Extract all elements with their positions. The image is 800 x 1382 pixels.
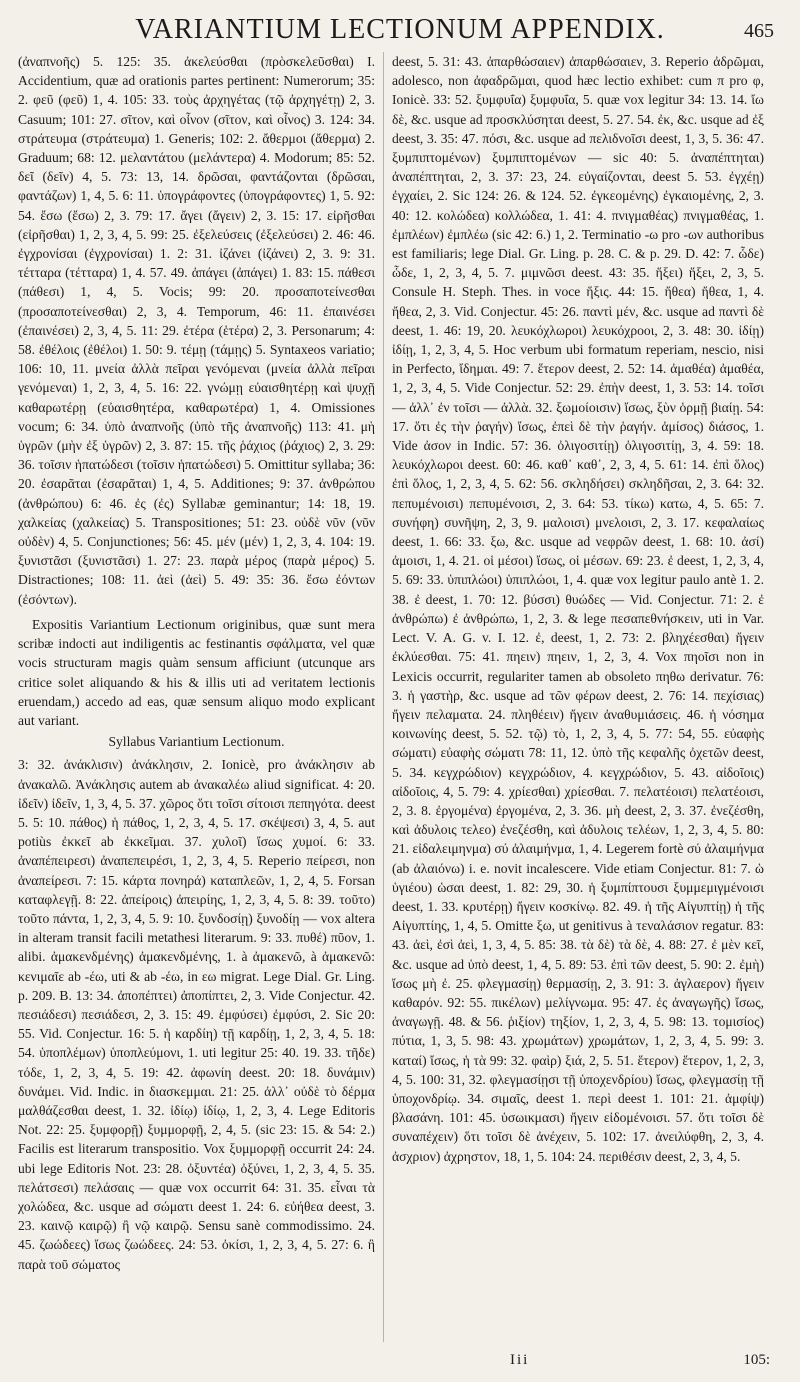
- syllabus-heading: Syllabus Variantium Lectionum.: [108, 734, 285, 750]
- syllabus-entries-left: 3: 32. ἀνάκλισιν) ἀνάκλησιν, 2. Ionicè, pro ἀνάκλησιν ab ἀνακαλῶ. Ἀνάκλησις autem ab ἀνακαλέω aliud significat. 4: 20. ἰδεῖν) ἰδεῖν, 1, 3, 4, 5. 37. χῶρος ὅτι τοῖσι σίτοισι πεπηγότα. deest 5. 5: 10. πάθος) ἡ πάθος, 1, 2, 3, 4, 5. 17. σκέψεσι) 3, 4, 5. aut potiùs ἐκκεῖ ab ἐκκεῖμαι. 37. χυλοῖ) ἴσως χυμοί. 6: 33. ἀναπέπειρεσι) ἀναπεπειρέσι, 1, 2, 3, 4, 5. Reperio πείρεσι, non ἀναπείρεσι. 7: 15. κάρτα πονηρά) καταπλεῶν, 1, 2, 4, 5. Forsan καταφλεγῇ. 8: 22. ἀπείροις) ἀπειρίης, 1, 2, 3, 4, 5. 8: 39. τοῦτο) τοῦτο πάντα, 1, 2, 3, 4, 5. 9: 10. ξυνδοσίῃ) ξυνοδίῃ — vox altera in alteram transit facili metathesi literarum. 9: 33. πυθέ) πῦον, 1. alibi. ἀμακενδμένης) ἀμακενδμένης, 1. à ἀμακενῶ, à ἀμακενῶ: κενιμαῖε ab -έω, uti & ab -έω, in εω migrat. Lege Dial. Gr. Ling. p. 209. B. 13: 34. ἀποπέπτει) ἀποπίπτει, 2, 3. Vide Conjectur. 42. πεσιάδεσι) πεσιάδεσι, 2, 3. 15: 49. ἐμφύσει) ἐμφύσι, 2. Sic 20: 55. Vid. Conjectur. 16: 5. ἡ καρδίη) τῇ καρδίῃ, 1, 2, 3, 4, 5. 18: 54. ὑποπλέμων) ὑποπλεύμονι, 1. uti legitur 25: 40. 19. 33. τῆδε) τόδε, 1, 2, 3, 4, 5. 19: 42. ἀφωνίη deest. 20: 18. δυνάμιν) δυνάμει. Vid. Indic. in διασκεμμαι. 21: 25. ἀλλ᾽ οὐδὲ τὸ δέρμα μαλθάζεσθαι deest, 1. 32. ἰδίῳ) ἰδίῳ, 1, 2, 3, 4. Lege Editoris Not. 22: 25. ξυμφορῇ) ξυμμορφῇ, 2, 4, 5. (sic 23: 15. & 54: 2.) Facilis est literarum transpositio. Vox ξυμμορφῇ occurrit 24: 24. ubi lege Editoris Not. 23: 28. ὀξυντέα) ὀξύνει, 1, 2, 3, 4, 5. 35. πελάτσεσι) πελάσαις — quæ vox occurrit 64: 31. 35. εἶναι τὰ χολώδεα, &c. usque ad σώματι deest 1. 24: 6. εὐήθεα deest, 3. 23. καινῷ καιρῷ) ἢ νῷ καιρῷ. Sensu sanè commodissimo. 24. 45. ζωώδεες) ἴσως ζωώδεες. 24: 53. ὀκίσι, 1, 2, 3, 4, 5. 27: 6. ἢ παρὰ τοῦ σώματος: [18, 757, 375, 1272]
- running-header: [0, 8, 800, 48]
- column-divider: [383, 52, 384, 1342]
- page-title: VARIANTIUM LECTIONUM APPENDIX.: [135, 14, 665, 45]
- catchword: 105:: [743, 1352, 770, 1368]
- expositis-paragraph: Expositis Variantium Lectionum originibus, quæ sunt mera scribæ indocti aut indiligentis ac festinantis σφάλματα, vel quæ vocis structuram magis quàm sensum afficiunt (utcunque ars critice solet aliquando & his & illis uti ad veritatem lectionis eruendam,) accedo ad eas, quæ sensum aliquo modo explicant aut variant.: [18, 616, 375, 728]
- right-column: [392, 52, 764, 1342]
- accidentium-paragraph: (ἀναπνοῆς) 5. 125: 35. ἀκελεύσθαι (πρὸσκελεῦσθαι) I. Accidentium, quæ ad orationis partes pertinent: Numerorum; 35: 2. φεῦ (φεῦ) 1, 4. 105: 33. τοὺς ἀρχηγέτας (τῷ ἀρχηγέτῃ) 2, 3. Casuum; 101: 27. σῖτον, καὶ οἶνον (σῖτον, καὶ οἶνος) 3. 124: 34. στράτευμα (στράτευμα) 1. Generis; 102: 2. ἄθερμοι (ἄθερμα) 2. Graduum; 68: 12. μελαντάτου (μελάντερα) 4. Modorum; 85: 52. δεῖ (δεῖν) 4, 5. 73: 13, 14. δρῶσαι, φαντάζονται (δρῶσαι, φαντάζων) 1, 4, 5. 6: 11. ὑπογράφοντες (ὑπογράφοντες) 1, 5. 92: 54. ἔσω (ἔσω) 2, 3. 79: 17. ἄγει (ἄγειν) 2, 3. 15: 17. εἰρῆσθαι (εἰρῆσθαι) 1, 2, 3, 4, 5. 99: 25. ἐξελεύσεις (ἐξελεύσει) 2. 46: 46. ἐγχρονίσαι (ἐγχρονίσαι) 1. 2: 31. ἰζάνει (ἰζάνει) 2, 3. 9: 31. τέτταρα (τέτταρα) 1, 4. 57. 49. ἀπάγει (ἀπάγει) 1. 83: 15. πάθεσι (πάθεσι) 1, 4, 5. Vocis; 99: 20. προσαποτείνεσθαι (προσαποτείνεσθαι) 2, 3, 4. Temporum, 46: 11. ἐπαινέσει (ἐπαινέσει) 2, 3, 4, 5. 11: 29. ἐτέρα (ἑτέρα) 2, 3. Personarum; 4: 58. ἐθέλοις (ἐθέλοι) 1. 50: 9. τέμῃ (τάμῃς) 5. Syntaxeos variatio; 106: 10, 11. μνεία ἀλλὰ πεῖραι γενόμεναι (μνεία ἀλλὰ πεῖραι γενόμεναι) 1, 2, 3, 4, 5. 16: 22. γνώμῃ εὐαισθητέρῃ καὶ ψυχῇ καθαρωτέρῃ (εὐαισθητέρα, καθαρωτέρα) 1, 4. Omissiones vocum; 6: 34. ὑπὸ ἀναπνοῆς (ὑπὸ τῆς ἀναπνοῆς) 113: 41. μὴ ὑγρῶν (μὴν ἐξ ὑγρῶν) 2, 3. 87: 15. τῆς ῥάχιος (ῥάχιος) 2, 3. 29: 36. τοῖσιν ἡπατώδεσι (τοῖσιν ἡπατώδεσι) 5. Omittitur syllaba; 36: 20. ἐσαρᾶται (ἐσαρᾶται) 1, 4, 5. Additiones; 9: 37. ἀνθρώπου (ἀνθρώπου) 6: 46. ἐς (ἐς) Syllabæ geminantur; 14: 18, 19. χαλκείας (χαλκείας) 5. Transpositiones; 51: 23. οὐδὲ νῦν (νῦν οὐδὲν) 4, 5. Conjunctiones; 56: 45. μέν (μέν) 1, 2, 3, 4. 104: 19. ξυνιστᾶσι (ξυνιστᾶσι) 1. 27: 23. παρὰ μέρος (παρὰ μέρος) 5. Distractiones; 108: 11. ἀεὶ (ἀεὶ) 5. 49: 35: 36. ἔσω ἐόντων (ἐσόντων).: [18, 54, 375, 607]
- page-footer: [0, 1352, 800, 1374]
- page-number: 465: [744, 20, 774, 42]
- syllabus-entries-right: deest, 5. 31: 43. ἀπαρθώσαιεν) ἀπαρθώσαιεν, 3. Reperio ἀδρῶμαι, adolesco, non ἀφαδρῶμαι, quod hæc lectio exhibet: cum π pro φ, Ionicè. 33: 52. ξυμφυΐα) ξυμφυΐα, 5. quæ vox legitur 34: 13. 14. ἴω δὲ, &c. usque ad προσκλύσηται deest, 5. 27. 54. ἐκ, &c. usque ad ἐξ deest, 3. 35: 47. πόσι, &c. usque ad πελιδνοῖσι deest, 1, 3, 5. 36: 47. ξυμπιπτομένων) ξυμπιπτομένων — sic 40: 5. ἀναπέπτηται) ἀναπέπτηται, 2, 3. 37: 23, 24. εὐγαίζονται, deest 5. 53. ἐγχέῃ) ἐγχαίει, 2. Sic 124: 26. & 124. 52. ἐγκεομένης) ἐγκαιομένης, 2, 3. 40: 12. κολώδεα) κολλώδεα, 1. 41: 4. πνιγμαθέας) πνιγμαθέας, 1. ἐμπλέων) ἐμπλέω (sic 42: 6.) 1, 2. Terminatio -ω pro -ων authoribus est familiaris; lege Dial. Gr. Ling. p. 28. C. & p. 29. D. 42: 7. ὧδε) ὧδε, 1, 2, 3, 4, 5. 7. μιμνῶσι deest. 43: 35. ἥξει) ἥξει, 2, 3, 5. Consule H. Steph. Thes. in voce ἥξις. 44: 15. ἤθεα) ἤθεα, 1, 4. ἤθεα, 2, 3. Vid. Conjectur. 45: 26. παντὶ μέν, &c. usque ad παντὶ δὲ deest, 1. 46: 19, 20. λευκόχλωροι) λευκόχροοι, 2, 3. 48: 30. ἰδίῃ) ἰδίῃ, 1, 2, 3, 4, 5. Hoc verbum ubi formatum reperiam, nescio, nisi in Perfecto, ἴδημαι. 49: 7. ἕτερον deest, 2. 52: 14. ἀμαθέα) ἀμαθέα, 1, 2, 3, 4, 5. Vide Conjectur. 52: 29. ἐπὴν deest, 1, 3. 53: 14. τοῖσι — ἀλλ᾽ ἐν τοῖσι — ἀλλὰ. 32. ξωμοίοισιν) ἴσως, ξὺν ὁρμῇ βιαίῃ. 54: 17. ὅτι ἐς τὴν ῥαγήν) ἴσως, ἐπεὶ δὲ τὴν ῥαγήν. ἀμίσος) διάσος, 1. Vide ἀσον in Indic. 57: 36. ὀλιγοσιτίῃ) ὀλιγοσιτίῃ, 3, 4. 59: 18. λευκόχλωροι deest. 60: 46. καθ᾽ καθ᾽, 2, 3, 4, 5. 61: 14. ἐπὶ ὅλος) ἐπὶ ὅλος, 1, 2, 3, 4, 5. 62: 56. σκληδήσει) σκληδῆσαι, 2, 3. 64: 32. πεπυμένοισι) πεπυμένοισι, 2, 3. 64: 53. τίκω) κατω, 4, 5. 65: 7. συνήφη) συνῆψη, 2, 3, 9. μαλοισι) μνελοισι, 2, 3. 17. κεφαλαίως deest, 1. 66: 33. ξω, &c. usque ad νεφρῶν deest, 1. 68: 10. ἀσί) ἀμοισι, 1, 4. 21. οἱ μέσοι) ἴσως, οἱ μέσων. 69: 23. ἐ deest, 1, 2, 3, 4, 5. 69: 33. ὑπιπλώοι) ὑπιπλώοι, 1, 4. quæ vox legitur paulo antè 1. 2. 38. ἐ deest, 1. 70: 12. βύσσι) θυώδες — Vid. Conjectur. 71: 2. ἐ ἀνθρώπω) ἐ ἀνθρώπω, 1, 2, 3. & lege πεσαπεθνήσκειν, uti in Var. Lect. V. A. G. v. I. 12. ἐ, deest, 1, 2. 73: 2. βληχέεσθαι) ἤγειν ἐκλύεσθαι. 75: 41. πηειν) πηειν, 1, 2, 3, 4. Vox πηοῖσι non in Lexicis occurrit, regulariter tamen ab obsoleto πηθω derivatur. 76: 3. ἡ γαστὴρ, &c. usque ad τῶν φέρων deest, 2. 76: 14. πεχίσιας) ἤγειν πελαματα. 24. πληθέειν) ἤγειν ἀναθυμιάσεις. 46. ἡ νόσημα κοινωνίης deest, 5. 52. τῷ) τὸ, 1, 2, 3, 4, 5. 77: 54, 55. εὐαφὴς σώματι) εὐαφὴς σώματι 78: 11, 12. ὑπὸ τῆς κεφαλῆς ὀχετῶν deest, 5. 34. κεγχρώδιον) κεγχρώδιον, 4. κεγχρώδιον, 5. 43. αἰδοῖοις) αἰδοῖοις, 4, 5. 79: 4. χρίεσθαι) χρίεσθαι. 7. πελατέοισι) πελατέοισι, 2, 3. 8. ἐργομένα) ἐργομένα, 2, 3. 36. μὴ deest, 2, 3. 37. ἐνεζέσθη, καὶ ἀδυλοις τελεο) ἐνεζέσθη, καὶ ἀδυλοις τελέων, 1, 2, 3, 4, 5. 80: 21. εἰδαλειμηνμα) σύ ἀλαιμήνμα, 1, 4. Legerem fortè σύ ἀλαιμήνμα (ab ἀλαιόνω) i. e. novit incalescere. Vide etiam Conjectur. 81: 7. ὡ ὑγιέου) ὡσαι deest, 1. 82: 29, 30. ἡ ξυμπίπτουσι ξυμμεμιγμένοισι deest, 1. 33. κρυτέρῃ) ἤγειν κοσκίνῳ. 82. 49. ἡ τῆς Αἰγυπτίῃ) ἡ τῆς Αἰγυπτίης, 1, 4, 5. Omitte ξω, ut genitivus à τεναλάσιον regatur. 83: 43. ἀεὶ, ἐσὶ ἀεὶ, 1, 3, 4, 5. 85: 38. τὰ δὲ) τὰ δὲ, 4. 88: 27. ἐ μὲν κεῖ, &c. usque ad ὑπὸ deest, 1, 4, 5. 89: 53. ἐπὶ τῶν deest, 5. 90: 2. ἐμὴ) ἴσως μὴ ἐ. 25. φλεγμασίῃ) θερμασίῃ, 2, 3. 91: 3. ἀγλαερον) ἤγειν καθαρόν. 92: 55. πικέλων) μελίγνωμα. 95: 47. ἐς ἀναγωγῆς) ἴσως, ἀναγωγῇ. 48. & 56. ῥιξίον) τηξίον, 1, 2, 3, 4, 5. 98: 13. τομισίος) πύτια, 1, 3, 5. 98: 43. χρωμάτων) χρωμάτων, 1, 2, 3, 4, 5. 99: 3. καταί) ἴσως, ἡ τὰ 99: 32. φαὶρ) ξιά, 2, 5. 51. ἕτερον) ἕτερον, 1, 2, 3, 4, 5. 100: 31, 32. φλεγμασίῃσι τῇ ὑποχενδρίου) ἴσως, φλεγμασίῃ τῇ ὑποχονδρίῳ. 34. σιμαῖς, deest 1. περὶ deest 1. 101: 21. ἀμφίψ) βλασάνη. 101: 45. ὑσωικμασι) ἤγειν εἰδομένοισι. 57. ὅτι τοῖσι δὲ συναπέχειν) ὅτι τοῖσι δὲ ἀνέχειν, 5. 102: 17. ἀνειλύφθη, 2, 3, 4. ἀσχριον) ἀχρηστον, 18, 1, 5. 104: 24. περιθέσιν deest, 2, 3, 4, 5.: [392, 54, 764, 1164]
- signature-mark: Iii: [510, 1352, 530, 1368]
- left-column: [18, 52, 375, 1342]
